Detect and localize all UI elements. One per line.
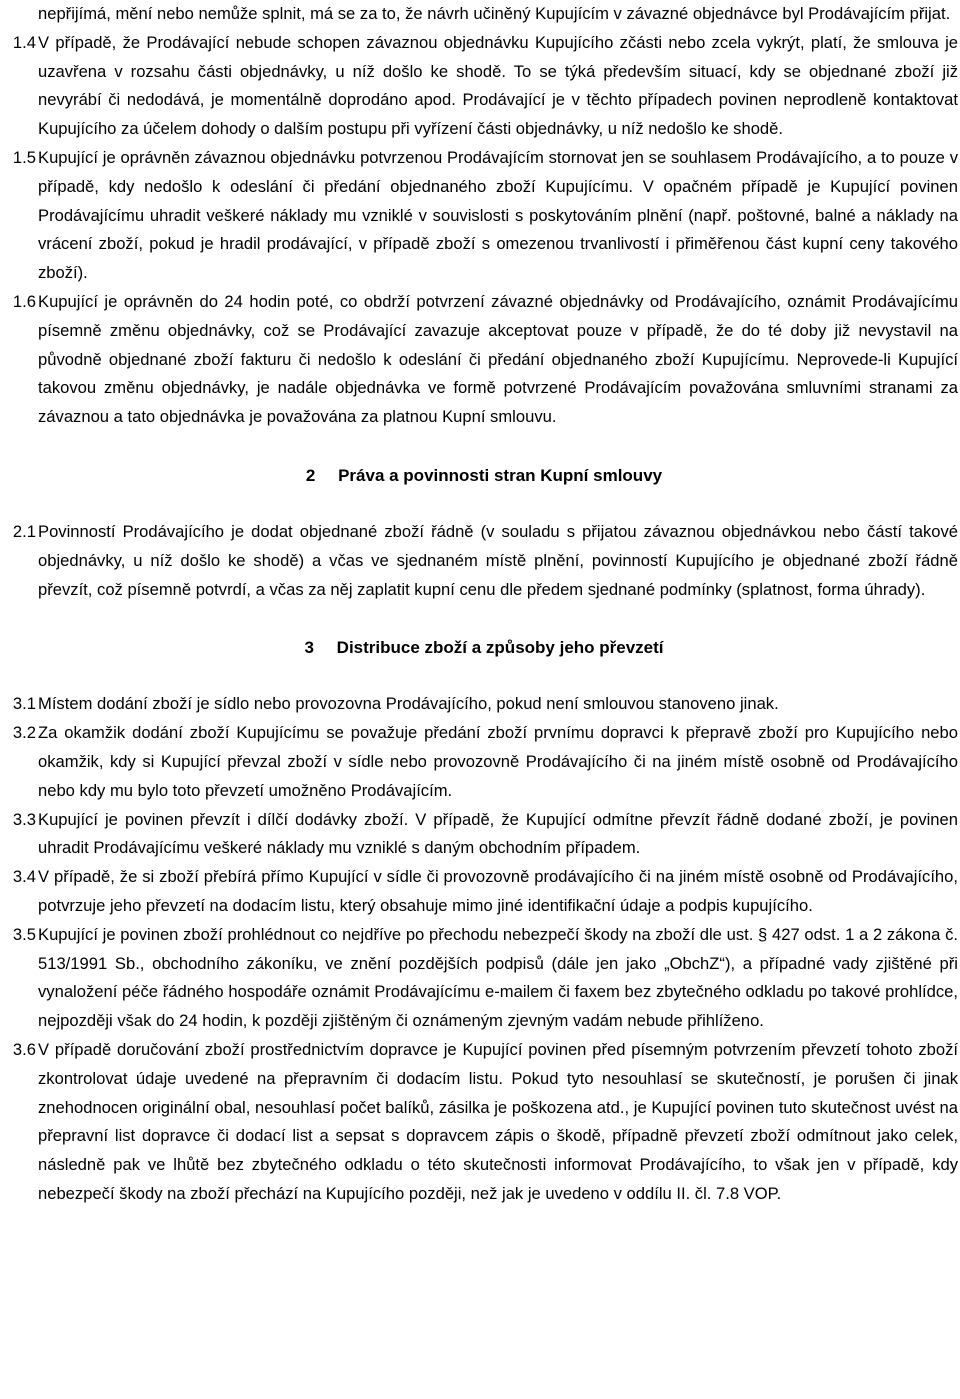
paragraph-text: Místem dodání zboží je sídlo nebo provozovna Prodávajícího, pokud není smlouvou stanoveno jinak. xyxy=(38,694,779,714)
paragraph-number: 2.1 xyxy=(12,521,36,541)
paragraph-text: V případě, že Prodávající nebude schopen závaznou objednávku Kupujícího zčásti nebo zcela vykrýt, platí, že smlouva je uzavřena v rozsahu části objednávky, u níž došlo ke shodě. To se týká především situací, kdy se objednané zboží již nevyrábí či nedodává, je momentálně doprodáno apod. Prodávající je v těchto případech povinen neprodleně kontaktovat Kupujícího za účelem dohody o dalším postupu při vyřízení části objednávky, u níž nedošlo ke shodě. xyxy=(38,32,958,139)
paragraph-text: Povinností Prodávajícího je dodat objednané zboží řádně (v souladu s přijatou závaznou objednávkou nebo částí takové objednávky, u níž došlo ke shodě) a včas ve sjednaném místě plnění, povinností Kupujícího je objednané zboží řádně převzít, což písemně potvrdí, a včas za něj zaplatit kupní cenu dle předem sjednané podmínky (splatnost, forma úhrady). xyxy=(38,521,958,599)
paragraph-1-4 xyxy=(10,29,958,144)
paragraph-1-3-continuation xyxy=(10,0,958,29)
paragraph-3-2 xyxy=(10,719,958,805)
paragraph-text: Kupující je povinen převzít i dílčí dodávky zboží. V případě, že Kupující odmítne převzít řádně dodané zboží, je povinen uhradit Prodávajícímu veškeré náklady mu vzniklé s daným obchodním případem. xyxy=(38,809,958,858)
section-heading-2 xyxy=(10,462,958,490)
paragraph-number: 3.2 xyxy=(12,723,36,743)
paragraph-number: 3.6 xyxy=(12,1039,36,1059)
paragraph-text: Kupující je oprávněn do 24 hodin poté, co obdrží potvrzení závazné objednávky od Prodávajícího, oznámit Prodávajícímu písemně změnu objednávky, což se Prodávající zavazuje akceptovat pouze v případě, že do té doby již nevystavil na původně objednané zboží fakturu či nedošlo k odeslání či předání objednaného zboží Kupujícímu. Neprovede-li Kupující takovou změnu objednávky, je nadále objednávka ve formě potvrzené Prodávajícím považována smluvními stranami za závaznou a tato objednávka je považována za platnou Kupní smlouvu. xyxy=(38,291,958,427)
section-title: Práva a povinnosti stran Kupní smlouvy xyxy=(338,465,663,485)
paragraph-number: 1.4 xyxy=(12,32,36,52)
paragraph-text: Za okamžik dodání zboží Kupujícímu se považuje předání zboží prvnímu dopravci k přepravě zboží pro Kupujícího nebo okamžik, kdy si Kupující převzal zboží v sídle nebo provozovně Prodávajícího či na jiném místě osobně od Prodávajícího nebo kdy mu bylo toto převzetí umožněno Prodávajícím. xyxy=(38,723,958,800)
paragraph-3-4 xyxy=(10,863,958,921)
paragraph-number: 3.1 xyxy=(12,694,36,714)
section-number: 2 xyxy=(305,465,316,485)
paragraph-1-5 xyxy=(10,144,958,288)
paragraph-3-3 xyxy=(10,806,958,864)
paragraph-text: Kupující je povinen zboží prohlédnout co nejdříve po přechodu nebezpečí škody na zboží dle ust. § 427 odst. 1 a 2 zákona č. 513/1991 Sb., obchodního zákoníku, ve znění pozdějších podpisů (dále jen jako „ObchZ“), a případné vady zjištěné při vynaložení péče řádného hospodáře oznámit Prodávajícímu e-mailem či faxem bez zbytečného odkladu po takové prohlídce, nejpozději však do 24 hodin, k později zjištěným či oznámeným zjevným vadám nebude přihlíženo. xyxy=(38,924,958,1031)
paragraph-text: V případě doručování zboží prostřednictvím dopravce je Kupující povinen před písemným potvrzením převzetí tohoto zboží zkontrolovat údaje uvedené na přepravním či dodacím listu. Pokud tyto nesouhlasí se skutečností, je porušen či jinak znehodnocen originální obal, nesouhlasí počet balíků, zásilka je poškozena atd., je Kupující povinen tuto skutečnost uvést na přepravní list dopravce či dodací list a sepsat s dopravcem zápis o škodě, případně převzetí zboží odmítnout jako celek, následně pak ve lhůtě bez zbytečného odkladu o této skutečnosti informovat Prodávajícího, to však jen v případě, kdy nebezpečí škody na zboží přechází na Kupujícího později, než jak je uvedeno v oddílu II. čl. 7.8 VOP. xyxy=(38,1039,958,1203)
paragraph-text: V případě, že si zboží přebírá přímo Kupující v sídle či provozovně prodávajícího či na jiném místě osobně od Prodávajícího, potvrzuje jeho převzetí na dodacím listu, který obsahuje mimo jiné identifikační údaje a podpis kupujícího. xyxy=(38,867,958,915)
section-title: Distribuce zboží a způsoby jeho převzetí xyxy=(336,638,664,658)
paragraph-3-1 xyxy=(10,690,958,719)
paragraph-3-5 xyxy=(10,921,958,1036)
paragraph-3-6 xyxy=(10,1036,958,1209)
paragraph-number: 3.3 xyxy=(12,809,36,829)
paragraph-text: nepřijímá, mění nebo nemůže splnit, má se za to, že návrh učiněný Kupujícím v závazné objednávce byl Prodávajícím přijat. xyxy=(38,4,951,23)
paragraph-2-1 xyxy=(10,518,958,604)
paragraph-number: 1.6 xyxy=(12,291,36,311)
section-heading-3 xyxy=(10,634,958,662)
paragraph-1-6 xyxy=(10,288,958,432)
section-number: 3 xyxy=(304,638,314,658)
paragraph-number: 3.4 xyxy=(12,867,36,887)
paragraph-number: 3.5 xyxy=(12,924,36,944)
paragraph-text: Kupující je oprávněn závaznou objednávku potvrzenou Prodávajícím stornovat jen se souhlasem Prodávajícího, a to pouze v případě, kdy nedošlo k odeslání či předání objednaného zboží Kupujícímu. V opačném případě je Kupující povinen Prodávajícímu uhradit veškeré náklady mu vzniklé v souvislosti s poskytováním plnění (např. poštovné, balné a náklady na vrácení zboží, pokud je hradil prodávající, v případě zboží s omezenou trvanlivostí i přiměřenou část kupní ceny takového zboží). xyxy=(38,147,958,283)
paragraph-number: 1.5 xyxy=(12,147,36,167)
